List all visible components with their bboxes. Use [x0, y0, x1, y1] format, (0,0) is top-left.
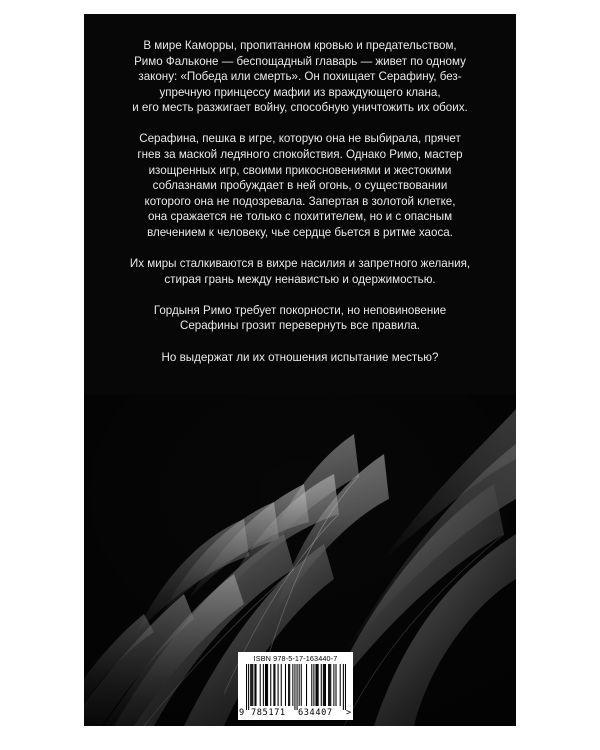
barcode-bar [292, 664, 293, 706]
barcode-bar [285, 664, 286, 706]
barcode-bar [270, 664, 271, 706]
barcode-bar [274, 664, 275, 706]
barcode-bar [273, 664, 274, 706]
barcode-bar [250, 664, 251, 706]
blurb-line: закону: «Победа или смерть». Он похищает Серафину, без- [138, 70, 462, 84]
blurb-line: Их миры сталкиваются в вихре насилия и запретного желания, [129, 257, 471, 271]
barcode-bar [252, 664, 253, 706]
barcode-bar [306, 664, 307, 706]
blurb-line: Гордыня Римо требует покорности, но неповиновение [153, 303, 447, 317]
barcode-bar [335, 664, 336, 706]
isbn-number: ISBN 978-5-17-163440-7 [253, 654, 338, 663]
blurb-line: Римо Фальконе — беспощадный главарь — живет по одному [134, 54, 466, 68]
blurb-line: она сражается не только с похитителем, но и с опасным [147, 210, 453, 224]
blurb-line: В мире Каморры, пропитанном кровью и предательством, [143, 39, 457, 52]
barcode-bar [246, 664, 247, 710]
barcode-bars [246, 664, 346, 710]
barcode-bar [294, 664, 295, 710]
blurb-line: которого она не подозревала. Запертая в золотой клетке, [144, 194, 456, 208]
blurb-line: Серафина, пешка в игре, которую она не выбирала, прячет [139, 132, 461, 146]
barcode-bar [328, 664, 329, 706]
barcode-bar [281, 664, 282, 706]
barcode-bar [266, 664, 267, 706]
barcode-end-mark: > [346, 708, 352, 718]
barcode-bar [265, 664, 266, 706]
blurb-line: влечением к человеку, чье сердце бьется в ритме хаоса. [147, 226, 453, 240]
barcode-bar [315, 664, 316, 706]
blurb-line: гнев за маской ледяного спокойствия. Однако Римо, мастер [137, 148, 463, 162]
blurb-line: соблазнами пробуждает в ней огонь, о существовании [152, 179, 448, 193]
blurb-line: Серафины грозит перевернуть все правила. [179, 319, 421, 333]
barcode-bar [255, 664, 256, 706]
blurb-line: изощренных игр, своими прикосновениями и жестокими [148, 163, 452, 177]
barcode-bar [311, 664, 312, 706]
isbn-barcode [238, 652, 353, 720]
blurb-line: стирая грань между ненавистью и одержимостью. [164, 272, 436, 286]
barcode-bar [289, 664, 290, 706]
barcode-bar [301, 664, 302, 706]
barcode-bar [343, 664, 344, 710]
blurb-paragraph-3 [84, 256, 516, 287]
barcode-bar [313, 664, 314, 706]
barcode-bar [325, 664, 326, 706]
blurb-paragraph-5 [84, 350, 516, 366]
barcode-bar [321, 664, 322, 706]
barcode-bar [288, 664, 289, 706]
barcode-bar [340, 664, 341, 706]
barcode-lead-digit: 9 [239, 708, 245, 718]
barcode-bar [251, 664, 252, 706]
blurb-paragraph-4 [84, 303, 516, 334]
blurb-text [84, 38, 516, 381]
barcode-bar [318, 664, 319, 706]
blurb-line: и его месть разжигает войну, способную уничтожить их обоих. [132, 101, 468, 115]
barcode-bar [260, 664, 261, 706]
barcode-bar [330, 664, 331, 706]
blurb-line: упречную принцессу мафии из враждующего клана, [159, 85, 441, 99]
barcode-bar [323, 664, 324, 706]
blurb-line: Но выдержат ли их отношения испытание местью? [161, 350, 439, 364]
barcode-bar [263, 664, 264, 706]
barcode-bar [297, 664, 298, 710]
barcode-left-digits: 785171 [251, 708, 286, 718]
barcode-bar [324, 664, 325, 706]
barcode-bar [345, 664, 346, 710]
blurb-paragraph-1 [84, 38, 516, 116]
back-cover [84, 14, 516, 726]
barcode-bar [299, 664, 300, 706]
barcode-bar [248, 664, 249, 710]
barcode-bar [333, 664, 334, 706]
barcode-bar [329, 664, 330, 706]
barcode-bar [267, 664, 268, 706]
barcode-bar [254, 664, 255, 706]
barcode-bar [317, 664, 318, 706]
barcode-right-digits: 634407 [298, 708, 333, 718]
barcode-bar [278, 664, 279, 706]
blurb-paragraph-2 [84, 131, 516, 240]
